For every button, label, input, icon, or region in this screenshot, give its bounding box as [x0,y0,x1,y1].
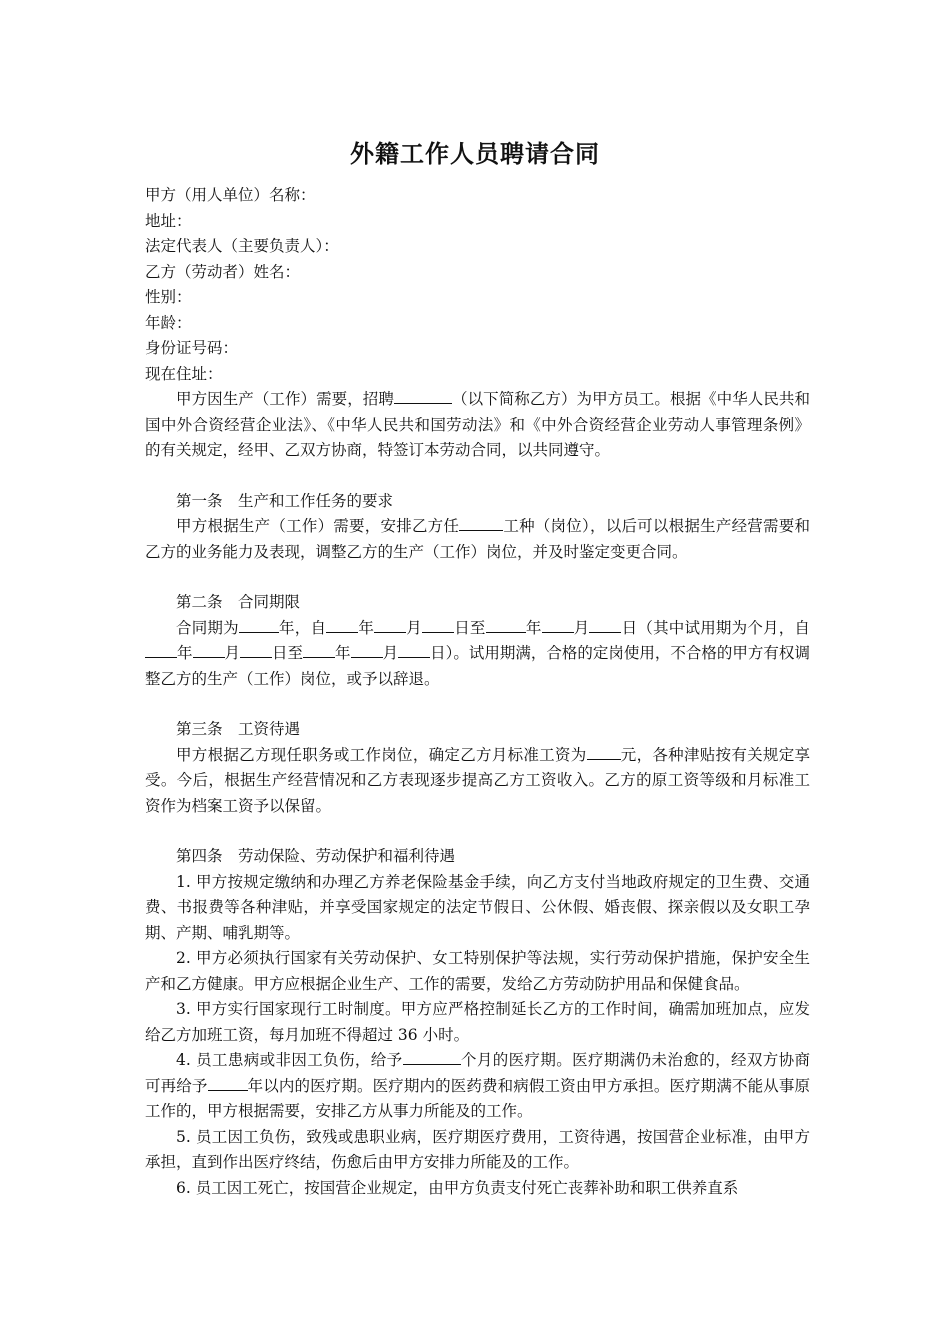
blank-medical-years [208,1074,248,1091]
document-title: 外籍工作人员聘请合同 [350,140,600,168]
blank-probation-start-day [240,642,272,659]
article-2-text: 日至 [272,644,304,662]
article-2-text: 年 [335,644,351,662]
blank-end-month [542,616,574,633]
spacer [145,565,810,590]
article-2-paragraph [145,616,810,693]
article-4-item-3: 3. 甲方实行国家现行工时制度。甲方应严格控制延长乙方的工作时间，确需加班加点，应发给乙方加班工资，每月加班不得超过 36 小时。 [145,1000,810,1044]
article-2-text: 年 [525,618,542,637]
article-2-text: 年，自 [278,618,327,637]
article-3-text-a: 甲方根据乙方现任职务或工作岗位，确定乙方月标准工资为 [176,745,587,764]
article-2-text: 日（其中试用期为个月，自 [621,618,810,637]
field-legal-representative: 法定代表人（主要负责人）： [145,237,339,255]
article-4-item-1: 1. 甲方按规定缴纳和办理乙方养老保险基金手续，向乙方支付当地政府规定的卫生费、交通费、书报费等各种津贴，并享受国家规定的法定节假日、公休假、婚丧假、探亲假以及女职工孕期、产期、哺乳期等。 [145,872,810,942]
blank-start-year [326,616,358,633]
field-address: 地址： [145,211,192,230]
blank-start-day [422,616,454,633]
intro-text-a: 甲方因生产（工作）需要，招聘 [176,390,394,408]
article-2-heading: 第二条 合同期限 [176,593,301,611]
blank-probation-end-month [351,642,383,659]
article-2-text: 合同期为 [176,618,239,637]
blank-job-type [459,515,503,532]
article-4-item-2: 2. 甲方必须执行国家有关劳动保护、女工特别保护等法规，实行劳动保护措施，保护安全生产和乙方健康。甲方应根据企业生产、工作的需要，发给乙方劳动防护用品和保健食品。 [145,949,810,993]
spacer [145,819,810,844]
article-1-text-b: 工种（岗位），以后可以根据生产经营需要和乙方的业务能力及表现，调整乙方的生产（工作）岗位，并及时鉴定变更合同。 [145,517,810,561]
blank-probation-start-year [145,642,177,659]
article-2-text: 月 [406,618,422,637]
spacer [145,464,810,489]
blank-end-year [486,616,526,633]
article-1-paragraph [145,514,810,565]
intro-text-b: （以下简称乙方）为甲方员工。根据《中华人民共和国中外合资经营企业法》、《中华人民共和国劳动法》和《中外合资经营企业劳动人事管理条例》的有关规定，经甲、乙双方协商，特签订本劳动合同，以共同遵守。 [145,390,810,459]
intro-paragraph [145,387,810,464]
field-id-number: 身份证号码： [145,339,239,357]
field-employee-name: 乙方（劳动者）姓名： [145,262,301,281]
article-4-item-4-text-b: 个月的医疗期。医疗期满仍未治愈的，经双方协商可再给予 [145,1051,810,1095]
article-2-text: 月 [382,644,399,662]
article-2-text: 日至 [454,618,486,637]
blank-medical-months [403,1049,461,1066]
blank-probation-end-day [398,642,430,659]
article-3-heading: 第三条 工资待遇 [176,720,301,738]
article-4-item-4-text-a: 4. 员工患病或非因工负伤，给予 [176,1051,403,1069]
blank-start-month [374,616,406,633]
article-3-paragraph [145,743,810,820]
article-2-text: 年 [358,618,375,637]
article-2-text: 月 [573,618,590,637]
blank-years [239,616,279,633]
field-age: 年龄： [145,313,192,332]
article-4-item-4-text-c: 年以内的医疗期。医疗期内的医药费和病假工资由甲方承担。医疗期满不能从事原工作的，甲方根据需要，安排乙方从事力所能及的工作。 [145,1076,810,1120]
field-gender: 性别： [145,288,192,306]
article-1-text-a: 甲方根据生产（工作）需要，安排乙方任 [176,517,460,535]
article-2-text: 年 [177,644,193,662]
article-3-text-b: 元，各种津贴按有关规定享受。今后，根据生产经营情况和乙方表现逐步提高乙方工资收入。乙方的原工资等级和月标准工资作为档案工资予以保留。 [145,745,810,815]
article-4-heading: 第四条 劳动保险、劳动保护和福利待遇 [176,847,456,865]
spacer [145,692,810,717]
field-current-address: 现在住址： [145,364,223,383]
article-1-heading: 第一条 生产和工作任务的要求 [176,491,394,510]
article-4-item-6: 6. 员工因工死亡，按国营企业规定，由甲方负责支付死亡丧葬补助和职工供养直系 [176,1178,739,1197]
blank-end-day [589,616,621,633]
article-2-text: 月 [224,644,241,662]
blank-monthly-wage [587,743,621,760]
blank-recruit-name [394,388,452,405]
article-4-item-4 [145,1048,810,1125]
blank-probation-start-month [193,642,225,659]
field-employer-name: 甲方（用人单位）名称： [145,186,316,204]
blank-probation-end-year [303,642,335,659]
article-2-text: 日）。试用期满，合格的定岗使用，不合格的甲方有权调整乙方的生产（工作）岗位，或予以辞退。 [145,644,810,688]
article-4-item-5: 5. 员工因工负伤，致残或患职业病，医疗期医疗费用，工资待遇，按国营企业标准，由甲方承担，直到作出医疗终结，伤愈后由甲方安排力所能及的工作。 [145,1127,810,1171]
contract-body [145,183,810,1201]
